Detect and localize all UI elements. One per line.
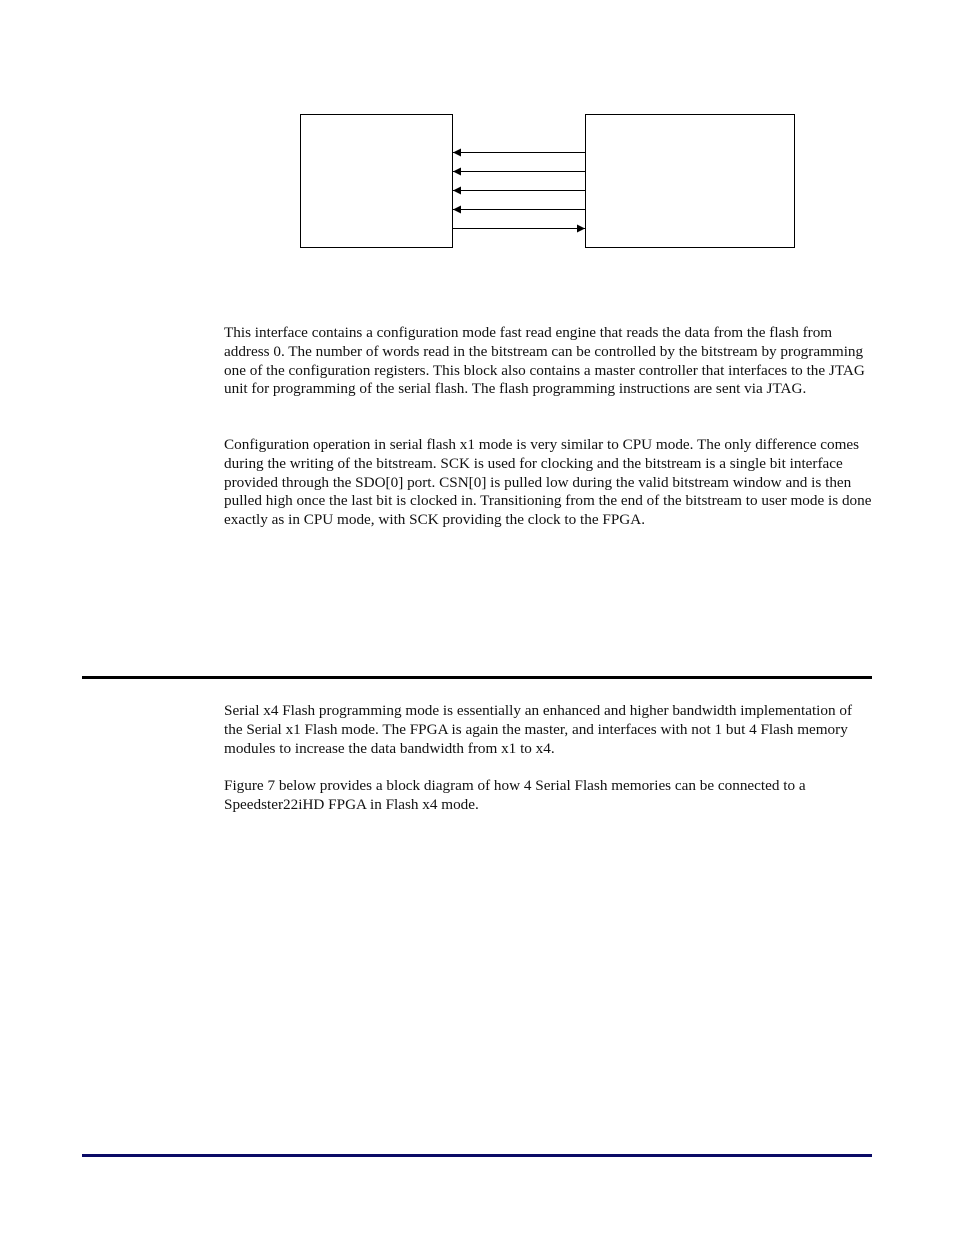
- connection-block-diagram: [0, 0, 954, 270]
- right-block: [586, 115, 795, 248]
- section-divider-rule: [82, 676, 872, 679]
- paragraph-x1-mode-operation: Configuration operation in serial flash x1 mode is very similar to CPU mode. The only difference comes during the writing of the bitstream. SCK is used for clocking and the bitstream is a single bit interface provided through the SDO[0] port. CSN[0] is pulled low during the valid bitstream window and is then pulled high once the last bit is clocked in. Transitioning from the end of the bitstream to user mode is done exactly as in CPU mode, with SCK providing the clock to the FPGA.: [224, 436, 872, 529]
- paragraph-figure-7-reference: Figure 7 below provides a block diagram of how 4 Serial Flash memories can be connected to a Speedster22iHD FPGA in Flash x4 mode.: [224, 777, 806, 813]
- footer-rule: [82, 1154, 872, 1157]
- paragraph-x4-mode-intro: Serial x4 Flash programming mode is essentially an enhanced and higher bandwidth implementation of the Serial x1 Flash mode. The FPGA is again the master, and interfaces with not 1 but 4 Flash memory modules to increase the data bandwidth from x1 to x4.: [224, 702, 853, 757]
- left-block: [301, 115, 453, 248]
- paragraph-fast-read-engine: This interface contains a configuration mode fast read engine that reads the data from the flash from address 0. The number of words read in the bitstream can be controlled by the bitstream by programming one of the configuration registers. This block also contains a master controller that interfaces to the JTAG unit for programming of the serial flash. The flash programming instructions are sent via JTAG.: [224, 324, 865, 398]
